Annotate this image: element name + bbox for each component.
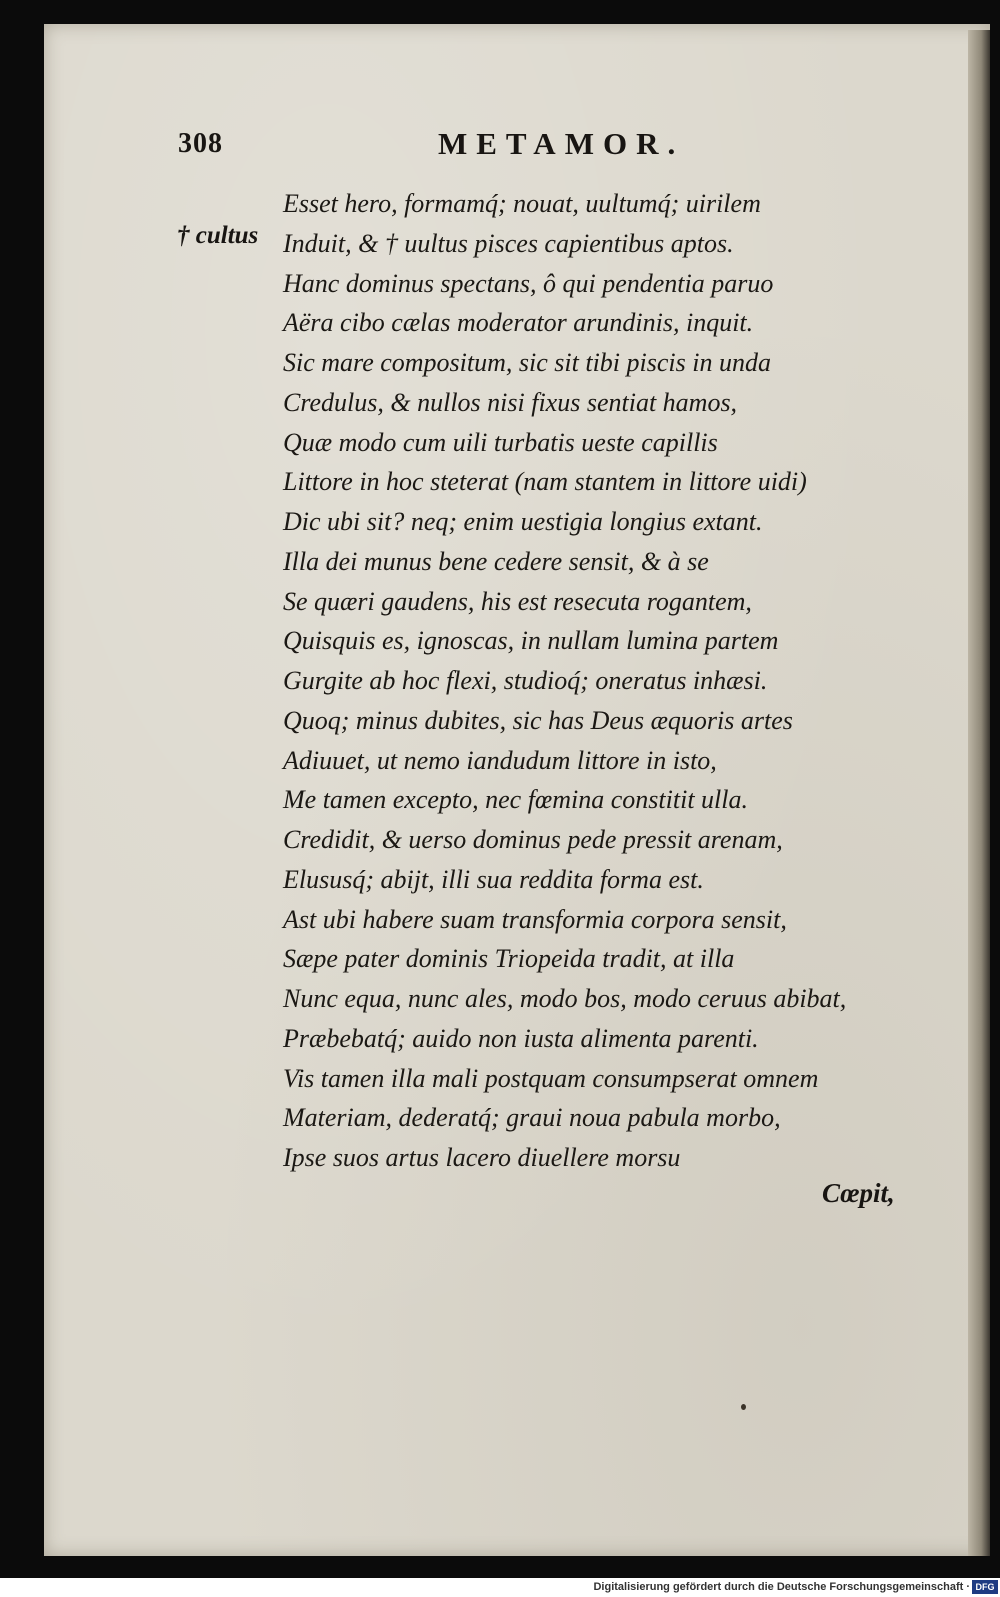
verse-line: Elususq́; abijt, illi sua reddita forma est. <box>283 864 704 894</box>
verse-line: Hanc dominus spectans, ô qui pendentia paruo <box>283 268 774 298</box>
verse-line: Sæpe pater dominis Triopeida tradit, at illa <box>283 944 735 974</box>
verse-line: Credidit, & uerso dominus pede pressit arenam, <box>283 825 783 854</box>
verse-line: Esset hero, formamq́; nouat, uultumq́; uirilem <box>283 189 761 218</box>
verse-line: Materiam, dederatq́; graui noua pabula morbo, <box>283 1103 781 1133</box>
verse-line: Quoq; minus dubites, sic has Deus æquoris artes <box>283 705 793 735</box>
verse-line: Induit, & † uultus pisces capientibus aptos. <box>283 228 734 258</box>
dfg-logo: DFG <box>972 1580 998 1594</box>
running-head: METAMOR. <box>438 126 685 161</box>
page-header <box>0 128 1000 168</box>
ink-speck <box>741 1404 746 1410</box>
verse-list <box>283 184 883 1178</box>
verse-line: Præbebatq́; auido non iusta alimenta parenti. <box>283 1023 759 1053</box>
verse-line: Illa dei munus bene cedere sensit, & à se <box>283 546 709 576</box>
verse-line: Ast ubi habere suam transformia corpora sensit, <box>283 904 787 934</box>
page-number: 308 <box>178 128 223 159</box>
verse-line: Credulus, & nullos nisi fixus sentiat hamos, <box>283 387 738 417</box>
verse-line: Nunc equa, nunc ales, modo bos, modo ceruus abibat, <box>283 984 847 1013</box>
page-edge <box>968 30 990 1556</box>
footer-credit: Digitalisierung gefördert durch die Deutsche Forschungsgemeinschaft · <box>593 1581 970 1593</box>
verse-line: Vis tamen illa mali postquam consumpserat omnem <box>283 1063 819 1093</box>
margin-note: † cultus <box>177 222 259 249</box>
verse-line: Aëra cibo cælas moderator arundinis, inquit. <box>283 308 754 338</box>
catchword: Cœpit, <box>822 1178 895 1208</box>
verse-line: Quisquis es, ignoscas, in nullam lumina partem <box>283 626 779 656</box>
verse-line: Ipse suos artus lacero diuellere morsu <box>283 1143 681 1172</box>
verse-line: Se quæri gaudens, his est resecuta rogantem, <box>283 586 752 616</box>
verse-line: Adiuuet, ut nemo iandudum littore in isto, <box>283 745 717 775</box>
verse-line: Littore in hoc steterat (nam stantem in littore uidi) <box>283 467 807 497</box>
verse-line: Dic ubi sit? neq; enim uestigia longius extant. <box>283 507 763 536</box>
verse-line: Me tamen excepto, nec fœmina constitit ulla. <box>283 785 748 815</box>
verse-line: Gurgite ab hoc flexi, studioq́; oneratus inhæsi. <box>283 666 768 695</box>
verse-line: Sic mare compositum, sic sit tibi piscis in unda <box>283 348 771 377</box>
verse-line: Quæ modo cum uili turbatis ueste capillis <box>283 427 718 457</box>
